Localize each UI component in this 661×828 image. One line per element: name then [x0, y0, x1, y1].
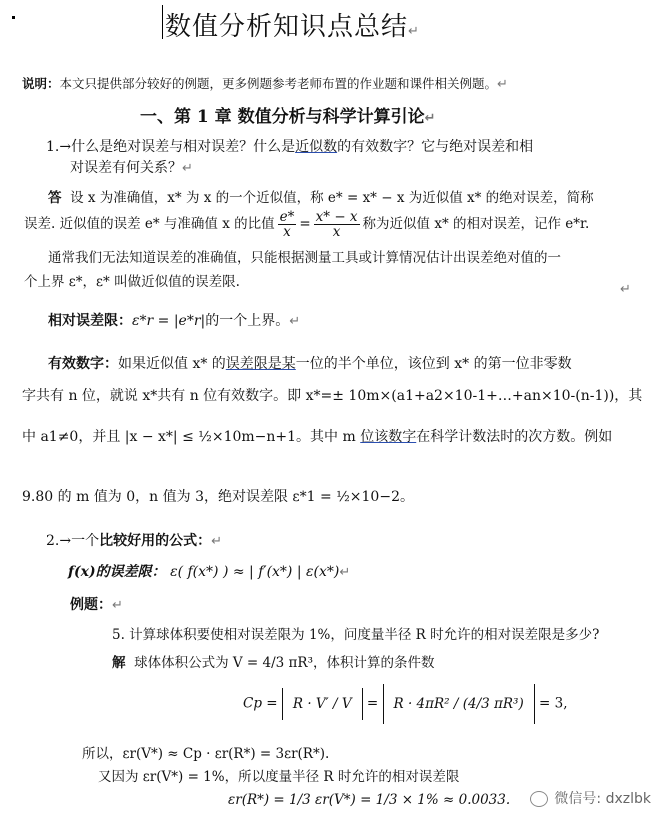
sig-digits-line-4: 9.80 的 m 值为 0，n 值为 3，绝对误差限 ε*1 = ½×10−2。	[22, 489, 414, 505]
answer-line-1: 答 设 x 为准确值，x* 为 x 的一个近似值，称 e* = x* − x 为近似值 x* 的绝对误差，简称	[48, 190, 594, 206]
condition-number-formula: Cp = R · V′ / V = R · 4πR² / (4/3 πR³) = 3,	[243, 684, 568, 724]
answer-line-4: 个上界 ε*，ε* 叫做近似值的误差限.	[24, 274, 240, 290]
example-label: 例题：↵	[70, 597, 123, 613]
error-propagation-formula: f(x)的误差限： ε( f(x*) ) ≈ | f′(x*) | ε(x*)↵	[68, 564, 351, 580]
paragraph-mark: ↵	[620, 282, 631, 297]
fraction-error-over-x: $\frac{x* - x}{x}$	[315, 209, 358, 240]
example-5-so-line: 所以，εr(V*) ≈ Cp · εr(R*) = 3εr(R*).	[82, 746, 330, 762]
text-cursor	[162, 5, 163, 39]
link-digit-position[interactable]: 位该数字	[360, 429, 417, 445]
sig-digits-line-3: 中 a1≠0，并且 |x − x*| ≤ ½×10m−n+1。其中 m 位该数字在科学计数法时的次方数。例如	[22, 429, 613, 445]
answer-line-3: 通常我们无法知道误差的准确值，只能根据测量工具或计算情况估计出误差绝对值的一	[48, 250, 561, 266]
intro-note: 说明：本文只提供部分较好的例题，更多例题参考老师布置的作业题和课件相关例题。↵	[22, 76, 508, 92]
page-title: 数值分析知识点总结↵	[165, 12, 420, 42]
question-1-line-2: 对误差有何关系？↵	[70, 160, 193, 176]
watermark: 微信号: dxzlbk	[530, 788, 651, 808]
link-error-bound[interactable]: 误差限是某	[225, 356, 296, 372]
relative-error-bound: 相对误差限：ε*r = |e*r|的一个上界。↵	[48, 313, 301, 329]
link-approx-number[interactable]: 近似数	[295, 139, 338, 155]
sig-digits-line-1: 有效数字：如果近似值 x* 的误差限是某一位的半个单位，该位到 x* 的第一位非零数	[48, 356, 572, 372]
example-5-also-line: 又因为 εr(V*) = 1%，所以度量半径 R 时允许的相对误差限	[98, 769, 460, 785]
question-2-heading: 2.→一个比较好用的公式：↵	[46, 533, 222, 549]
example-5-final-result: εr(R*) = 1/3 εr(V*) = 1/3 × 1% ≈ 0.0033.	[228, 792, 511, 808]
fraction-e-over-x: $\frac{e*}{x}$	[279, 209, 295, 240]
bullet-dot	[12, 16, 15, 19]
chapter-heading: 一、第 1 章 数值分析与科学计算引论↵	[140, 107, 436, 127]
example-5-solution: 解 球体体积公式为 V = 4/3 πR³，体积计算的条件数	[112, 655, 435, 671]
answer-line-2: 误差. 近似值的误差 e* 与准确值 x 的比值 $\frac{e*}{x}$ = $\frac{x* - x}{x}$ 称为近似值 x* 的相对误差，记作 e*r.	[24, 209, 590, 240]
question-1-line-1: 1.→什么是绝对误差与相对误差？什么是近似数的有效数字？它与绝对误差和相	[46, 139, 534, 155]
example-5-question: 5. 计算球体积要使相对误差限为 1%，问度量半径 R 时允许的相对误差限是多少?	[112, 627, 600, 643]
sig-digits-line-2: 字共有 n 位，就说 x*共有 n 位有效数字。即 x*=± 10m×(a1+a2×10-1+…+an×10-(n-1))，其	[22, 388, 643, 404]
wechat-icon	[530, 791, 548, 807]
